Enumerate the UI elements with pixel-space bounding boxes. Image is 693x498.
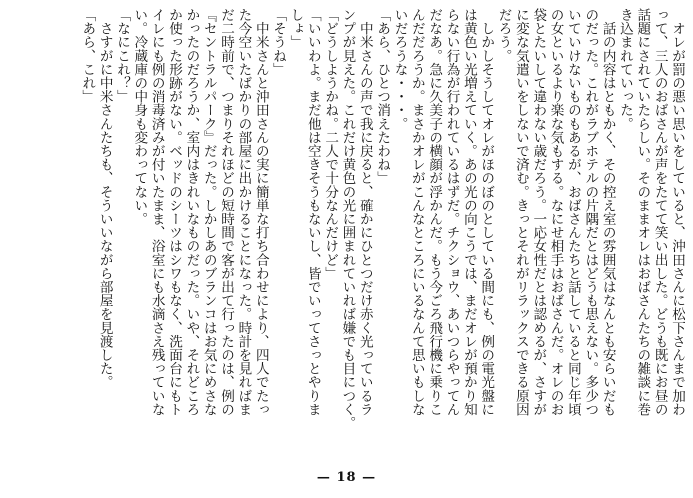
text-line: イレにも例の消毒済みが付いたまま、浴室にも水滴さえ残っていな <box>148 8 165 416</box>
text-line: だろう。 <box>495 8 512 63</box>
text-line: き込まれていった。 <box>616 8 633 131</box>
text-line: だなあ。急に久美子の横顔が浮かんだ。もう今ごろ飛行機に乗りこ <box>426 8 443 416</box>
text-line: ンプが見えた。これだけ黄色の光に囲まれていれば嫌でも目につく。 <box>339 8 356 430</box>
text-line: か使った形跡がない。ベッドのシーツはシワもなく、洗面台にもト <box>166 8 183 416</box>
text-line: らない行為が行われているはずだ。チクショウ、あいつらやってん <box>443 8 460 416</box>
text-line: に変な気遣いをしないで済む。きっとそれがリラックスできる原因 <box>512 8 529 416</box>
text-line: 中米さんの声で我に戻ると、確かにひとつだけ赤く光っているラ <box>356 8 373 416</box>
text-line: オレが罰の悪い思いをしていると、沖田さんに松下さんまで加わ <box>669 8 685 416</box>
page-number: — 18 — <box>316 470 377 485</box>
text-line: いていけないものもあるが、おばさんたちと話していると同じ年頃 <box>564 8 581 416</box>
text-line: だ二時前で、つまりそれほどの短時間で客が出て行ったのは、例の <box>218 8 235 416</box>
text-line: かったのだろうか、室内はきれいなものだった。いや、それどころ <box>183 8 200 416</box>
text-line: 中米さんと沖田さんの実に簡単な打ち合わせにより、四人でたっ <box>252 8 269 416</box>
text-line: 『セントラルパーク』だった。しかしあのブランコはお気にめさな <box>200 8 217 416</box>
text-line: は黄色い光増えていく。あの光の向こうでは、まだオレが預かり知 <box>460 8 477 416</box>
text-line: 「そうね」 <box>270 8 287 76</box>
text-line: 話の内容はともかく、その控え室の雰囲気はなんとも安らいだも <box>599 8 616 416</box>
text-line: の女といるより楽な気もする。なにせ相手はおばさんだ。オレのお <box>547 8 564 416</box>
text-line: た今空いたばかりの部屋に出かけることになった。時計を見ればま <box>235 8 252 416</box>
text-line: って、三人のおばさんが声をたてて笑い出した。どうも既にお昼の <box>651 8 668 416</box>
text-line: いだろうな・・・。 <box>391 8 408 131</box>
text-line: 「いいわよ。まだ他は空きそうもないし、皆でいってさっとやりま <box>304 8 321 416</box>
text-line: い。冷蔵庫の中身も変わってない。 <box>131 8 148 226</box>
text-line: さすがに中米さんたちも、そういいながら部屋を見渡した。 <box>96 8 113 389</box>
text-line: 「どうしようかね。二人で十分なんだけど」 <box>322 8 339 280</box>
text-line: 話題にされていたらしい。そのままオレはおばさんたちの雑談に巻 <box>634 8 651 416</box>
vertical-text-body <box>5 8 685 460</box>
text-line: 「あら、これ」 <box>79 8 96 104</box>
text-line: 「あら、ひとつ消えたわね」 <box>374 8 391 185</box>
text-line: しかしそうしてオレがほのぼのとしている間にも、例の電光盤に <box>478 8 495 416</box>
text-line: 「なにこれ？」 <box>114 8 130 104</box>
text-line: んだだろうか。まさかオレがこんなところにいるなんて思いもしな <box>408 8 425 416</box>
text-line: のだった。これがラブホテルの片隅だとはどうも思えない。多少つ <box>582 8 599 416</box>
text-line: 袋とたいして違わない歳だろう。一応女性だとは認めるが、さすが <box>530 8 547 416</box>
text-line: しょ」 <box>287 8 304 49</box>
